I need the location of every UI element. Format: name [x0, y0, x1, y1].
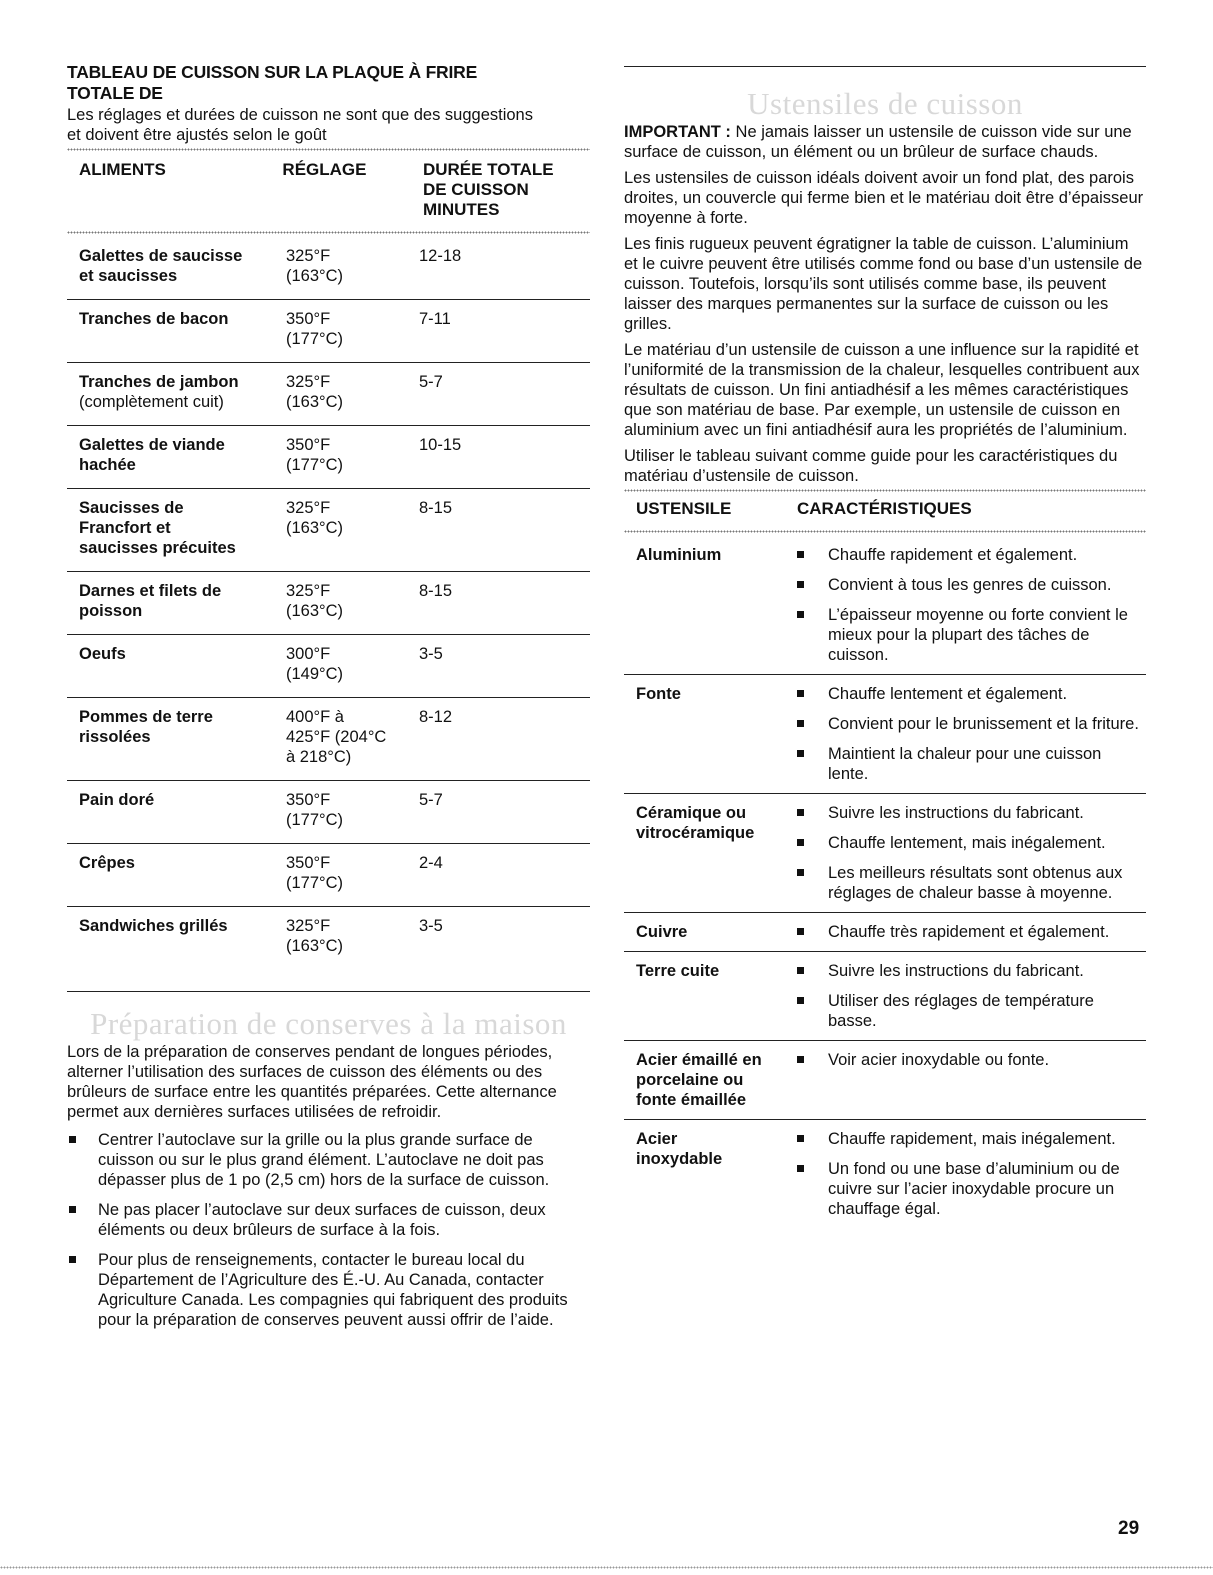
food-cell	[79, 581, 286, 621]
setting-cell	[286, 246, 419, 286]
utensil-name: Aluminium	[636, 546, 722, 564]
food-cell	[79, 707, 286, 767]
utensil-name: porcelaine ou	[636, 1071, 744, 1089]
table-row	[67, 635, 590, 698]
food-cell	[79, 309, 286, 349]
bullet-square-icon	[797, 928, 804, 935]
bullet-square-icon	[797, 581, 804, 588]
setting-value: (177°C)	[286, 330, 344, 348]
time-cell: 5-7	[419, 791, 443, 809]
time-cell: 10-15	[419, 436, 462, 454]
cookware-table-header	[624, 495, 1146, 527]
food-name: Pommes de terre	[79, 708, 213, 726]
bullet-text: Suivre les instructions du fabricant.	[828, 804, 1084, 822]
utensil-cell	[636, 1129, 794, 1219]
food-name: saucisses précuites	[79, 539, 236, 557]
right-column	[624, 66, 1146, 1228]
food-cell	[79, 916, 286, 956]
bottom-dotted-border	[0, 1566, 1213, 1569]
table-row	[67, 489, 590, 572]
setting-value: 350°F	[286, 310, 331, 328]
food-name: Galettes de viande	[79, 436, 225, 454]
bullet-text: Pour plus de renseignements, contacter le bureau local du Département de l’Agriculture des É.-U. Au Canada, contacter Agriculture Canada. Les compagnies qui fabriquent des produits pour la préparation de conserves peuvent aussi offrir de l’aide.	[98, 1251, 568, 1329]
table-row	[67, 237, 590, 300]
list-item	[794, 545, 1146, 565]
bullet-square-icon	[797, 690, 804, 697]
cooking-table-header	[67, 154, 590, 228]
utensil-name: Acier émaillé en	[636, 1051, 762, 1069]
setting-cell	[286, 309, 419, 349]
bullet-text: Voir acier inoxydable ou fonte.	[828, 1051, 1050, 1069]
utensil-name: Fonte	[636, 685, 681, 703]
setting-value: 350°F	[286, 854, 331, 872]
food-name: Crêpes	[79, 854, 135, 872]
table-row	[67, 300, 590, 363]
bullet-square-icon	[797, 839, 804, 846]
canning-bullets	[67, 1130, 590, 1330]
list-item	[67, 1130, 590, 1190]
list-item	[794, 863, 1146, 903]
bullet-text: Un fond ou une base d’aluminium ou de cuivre sur l’acier inoxydable procure un chauffage égal.	[828, 1160, 1120, 1218]
setting-value: (163°C)	[286, 937, 344, 955]
food-cell	[79, 498, 286, 558]
food-cell	[79, 372, 286, 412]
characteristics-cell	[794, 684, 1146, 784]
cookware-table	[624, 489, 1146, 1228]
setting-cell	[286, 581, 419, 621]
bullet-square-icon	[797, 809, 804, 816]
setting-value: 350°F	[286, 791, 331, 809]
bullet-square-icon	[797, 1135, 804, 1142]
table-row	[624, 675, 1146, 794]
setting-cell	[286, 707, 419, 767]
header-food: ALIMENTS	[79, 160, 166, 179]
utensil-cell	[636, 1050, 794, 1110]
list-item	[794, 803, 1146, 823]
cookware-paragraph: Les finis rugueux peuvent égratigner la table de cuisson. L’aluminium et le cuivre peuvent être utilisés comme fond ou base d’un ustensile de cuisson. Toutefois, lorsqu’ils sont utilisés comme base, ils peuvent laisser des marques permanentes sur la surface de cuisson ou les grilles.	[624, 235, 1143, 333]
time-cell: 2-4	[419, 854, 443, 872]
table-row	[624, 1041, 1146, 1120]
setting-value: 325°F	[286, 499, 331, 517]
setting-value: 350°F	[286, 436, 331, 454]
utensil-cell	[636, 684, 794, 784]
bullet-text: Convient pour le brunissement et la friture.	[828, 715, 1139, 733]
cooking-table-intro: Les réglages et durées de cuisson ne sont que des suggestions et doivent être ajustés selon le goût	[67, 106, 533, 144]
food-name: Tranches de jambon	[79, 373, 239, 391]
bullet-square-icon	[797, 967, 804, 974]
utensil-cell	[636, 803, 794, 903]
list-item	[794, 833, 1146, 853]
list-item	[794, 1159, 1146, 1219]
cookware-table-body	[624, 536, 1146, 1228]
setting-value: (177°C)	[286, 811, 344, 829]
bullet-square-icon	[797, 997, 804, 1004]
characteristics-cell	[794, 803, 1146, 903]
dotted-divider	[67, 231, 590, 234]
bullet-text: L’épaisseur moyenne ou forte convient le mieux pour la plupart des tâches de cuisson.	[828, 606, 1128, 664]
cooking-table-body	[67, 237, 590, 969]
list-item	[794, 575, 1146, 595]
cooking-table-title: TABLEAU DE CUISSON SUR LA PLAQUE À FRIRE TOTALE DE	[67, 62, 478, 103]
food-name: Oeufs	[79, 645, 126, 663]
food-name: poisson	[79, 602, 143, 620]
bullet-text: Suivre les instructions du fabricant.	[828, 962, 1084, 980]
food-name: Sandwiches grillés	[79, 917, 228, 935]
setting-value: à 218°C)	[286, 748, 352, 766]
characteristics-cell	[794, 545, 1146, 665]
utensil-name: Céramique ou	[636, 804, 747, 822]
dotted-divider	[624, 530, 1146, 533]
table-row	[67, 426, 590, 489]
setting-value: 300°F	[286, 645, 331, 663]
table-row	[67, 572, 590, 635]
bullet-square-icon	[69, 1136, 76, 1143]
bullet-square-icon	[797, 1056, 804, 1063]
header-characteristics: CARACTÉRISTIQUES	[797, 499, 972, 518]
food-name: et saucisses	[79, 267, 178, 285]
setting-cell	[286, 498, 419, 558]
table-row	[67, 844, 590, 907]
cookware-paragraph: Le matériau d’un ustensile de cuisson a une influence sur la rapidité et l’uniformité de la transmission de la chaleur, lesquelles contribuent aux résultats de cuisson. Un fini antiadhésif a les mêmes caractéristiques que son matériau de base. Par exemple, un ustensile de cuisson en aluminium avec un fini antiadhésif aura les propriétés de l’aluminium.	[624, 341, 1140, 439]
dotted-divider	[624, 489, 1146, 492]
section-divider	[624, 66, 1146, 67]
food-name: rissolées	[79, 728, 151, 746]
header-utensil: USTENSILE	[636, 499, 732, 518]
list-item	[67, 1200, 590, 1240]
utensil-cell	[636, 961, 794, 1031]
characteristics-cell	[794, 1050, 1146, 1110]
list-item	[794, 714, 1146, 734]
setting-value: (163°C)	[286, 267, 344, 285]
setting-value: (163°C)	[286, 519, 344, 537]
time-cell: 8-12	[419, 708, 453, 726]
table-row	[624, 1120, 1146, 1228]
setting-value: 425°F (204°C	[286, 728, 387, 746]
setting-value: 325°F	[286, 917, 331, 935]
bullet-text: Chauffe lentement et également.	[828, 685, 1068, 703]
bullet-text: Chauffe très rapidement et également.	[828, 923, 1110, 941]
food-name: hachée	[79, 456, 136, 474]
setting-value: (163°C)	[286, 602, 344, 620]
utensil-cell	[636, 545, 794, 665]
header-setting: RÉGLAGE	[282, 160, 367, 179]
characteristics-cell	[794, 1129, 1146, 1219]
list-item	[794, 744, 1146, 784]
bullet-text: Convient à tous les genres de cuisson.	[828, 576, 1112, 594]
list-item	[794, 922, 1146, 942]
table-row	[67, 363, 590, 426]
characteristics-cell	[794, 922, 1146, 942]
bullet-square-icon	[797, 611, 804, 618]
canning-intro: Lors de la préparation de conserves pendant de longues périodes, alterner l’utilisation des surfaces de cuisson des éléments ou des brûleurs de surface entre les quantités préparées. Cette alternance permet aux dernières surfaces utilisées de refroidir.	[67, 1043, 557, 1121]
canning-title: Préparation de conserves à la maison	[90, 1006, 567, 1041]
table-row	[624, 794, 1146, 913]
time-cell: 5-7	[419, 373, 443, 391]
table-row	[624, 536, 1146, 675]
utensil-name: Cuivre	[636, 923, 688, 941]
setting-value: 325°F	[286, 582, 331, 600]
cookware-important	[624, 122, 1146, 162]
utensil-cell	[636, 922, 794, 942]
time-cell: 8-15	[419, 582, 453, 600]
setting-value: (177°C)	[286, 456, 344, 474]
setting-value: (177°C)	[286, 874, 344, 892]
section-divider	[67, 991, 590, 992]
bullet-text: Chauffe rapidement, mais inégalement.	[828, 1130, 1116, 1148]
bullet-text: Les meilleurs résultats sont obtenus aux réglages de chaleur basse à moyenne.	[828, 864, 1123, 902]
food-cell	[79, 435, 286, 475]
setting-cell	[286, 372, 419, 412]
bullet-square-icon	[797, 551, 804, 558]
bullet-text: Ne pas placer l’autoclave sur deux surfaces de cuisson, deux éléments ou deux brûleurs de surface à la fois.	[98, 1201, 546, 1239]
important-label: IMPORTANT :	[624, 123, 731, 141]
table-row	[67, 781, 590, 844]
time-cell: 7-11	[419, 310, 451, 328]
food-cell	[79, 790, 286, 830]
bullet-text: Chauffe lentement, mais inégalement.	[828, 834, 1106, 852]
list-item	[794, 1050, 1146, 1070]
table-row	[67, 907, 590, 969]
left-column	[67, 62, 590, 1340]
table-row	[624, 913, 1146, 952]
bullet-square-icon	[69, 1206, 76, 1213]
time-cell: 12-18	[419, 247, 462, 265]
setting-value: 325°F	[286, 373, 331, 391]
food-note: (complètement cuit)	[79, 393, 224, 411]
utensil-name: vitrocéramique	[636, 824, 755, 842]
cookware-title: Ustensiles de cuisson	[747, 86, 1023, 121]
bullet-text: Maintient la chaleur pour une cuisson lente.	[828, 745, 1102, 783]
setting-cell	[286, 435, 419, 475]
bullet-square-icon	[797, 1165, 804, 1172]
list-item	[794, 684, 1146, 704]
food-name: Saucisses de	[79, 499, 184, 517]
time-cell: 8-15	[419, 499, 453, 517]
setting-cell	[286, 644, 419, 684]
header-time: DURÉE TOTALE DE CUISSON MINUTES	[422, 160, 554, 219]
bullet-text: Utiliser des réglages de température basse.	[828, 992, 1094, 1030]
time-cell: 3-5	[419, 917, 443, 935]
cookware-paragraph: Utiliser le tableau suivant comme guide pour les caractéristiques du matériau d’ustensile de cuisson.	[624, 447, 1118, 485]
setting-cell	[286, 790, 419, 830]
table-row	[67, 698, 590, 781]
characteristics-cell	[794, 961, 1146, 1031]
setting-value: 325°F	[286, 247, 331, 265]
setting-value: (149°C)	[286, 665, 344, 683]
food-name: Tranches de bacon	[79, 310, 229, 328]
important-text: Ne jamais laisser un ustensile de cuisson vide sur une surface de cuisson, un élément ou un brûleur de surface chauds.	[624, 123, 1132, 161]
food-name: Galettes de saucisse	[79, 247, 243, 265]
bullet-square-icon	[69, 1256, 76, 1263]
cookware-paragraph: Les ustensiles de cuisson idéals doivent avoir un fond plat, des parois droites, un couvercle qui ferme bien et le matériau doit être d’épaisseur moyenne à forte.	[624, 169, 1144, 227]
setting-cell	[286, 853, 419, 893]
utensil-name: fonte émaillée	[636, 1091, 747, 1109]
page-number: 29	[1118, 1518, 1140, 1539]
bullet-text: Centrer l’autoclave sur la grille ou la plus grande surface de cuisson ou sur le plus grand élément. L’autoclave ne doit pas dépasser plus de 1 po (2,5 cm) hors de la surface de cuisson.	[98, 1131, 550, 1189]
utensil-name: inoxydable	[636, 1150, 723, 1168]
list-item	[794, 1129, 1146, 1149]
utensil-name: Terre cuite	[636, 962, 720, 980]
dotted-divider	[67, 148, 590, 151]
bullet-square-icon	[797, 869, 804, 876]
list-item	[794, 961, 1146, 981]
bullet-text: Chauffe rapidement et également.	[828, 546, 1078, 564]
list-item	[794, 605, 1146, 665]
list-item	[794, 991, 1146, 1031]
food-cell	[79, 644, 286, 684]
bullet-square-icon	[797, 720, 804, 727]
list-item	[67, 1250, 590, 1330]
food-name: Francfort et	[79, 519, 171, 537]
table-row	[624, 952, 1146, 1041]
setting-value: 400°F à	[286, 708, 344, 726]
food-name: Darnes et filets de	[79, 582, 222, 600]
food-name: Pain doré	[79, 791, 155, 809]
time-cell: 3-5	[419, 645, 443, 663]
utensil-name: Acier	[636, 1130, 678, 1148]
setting-value: (163°C)	[286, 393, 344, 411]
food-cell	[79, 853, 286, 893]
setting-cell	[286, 916, 419, 956]
bullet-square-icon	[797, 750, 804, 757]
cookware-paragraphs	[624, 168, 1146, 486]
food-cell	[79, 246, 286, 286]
